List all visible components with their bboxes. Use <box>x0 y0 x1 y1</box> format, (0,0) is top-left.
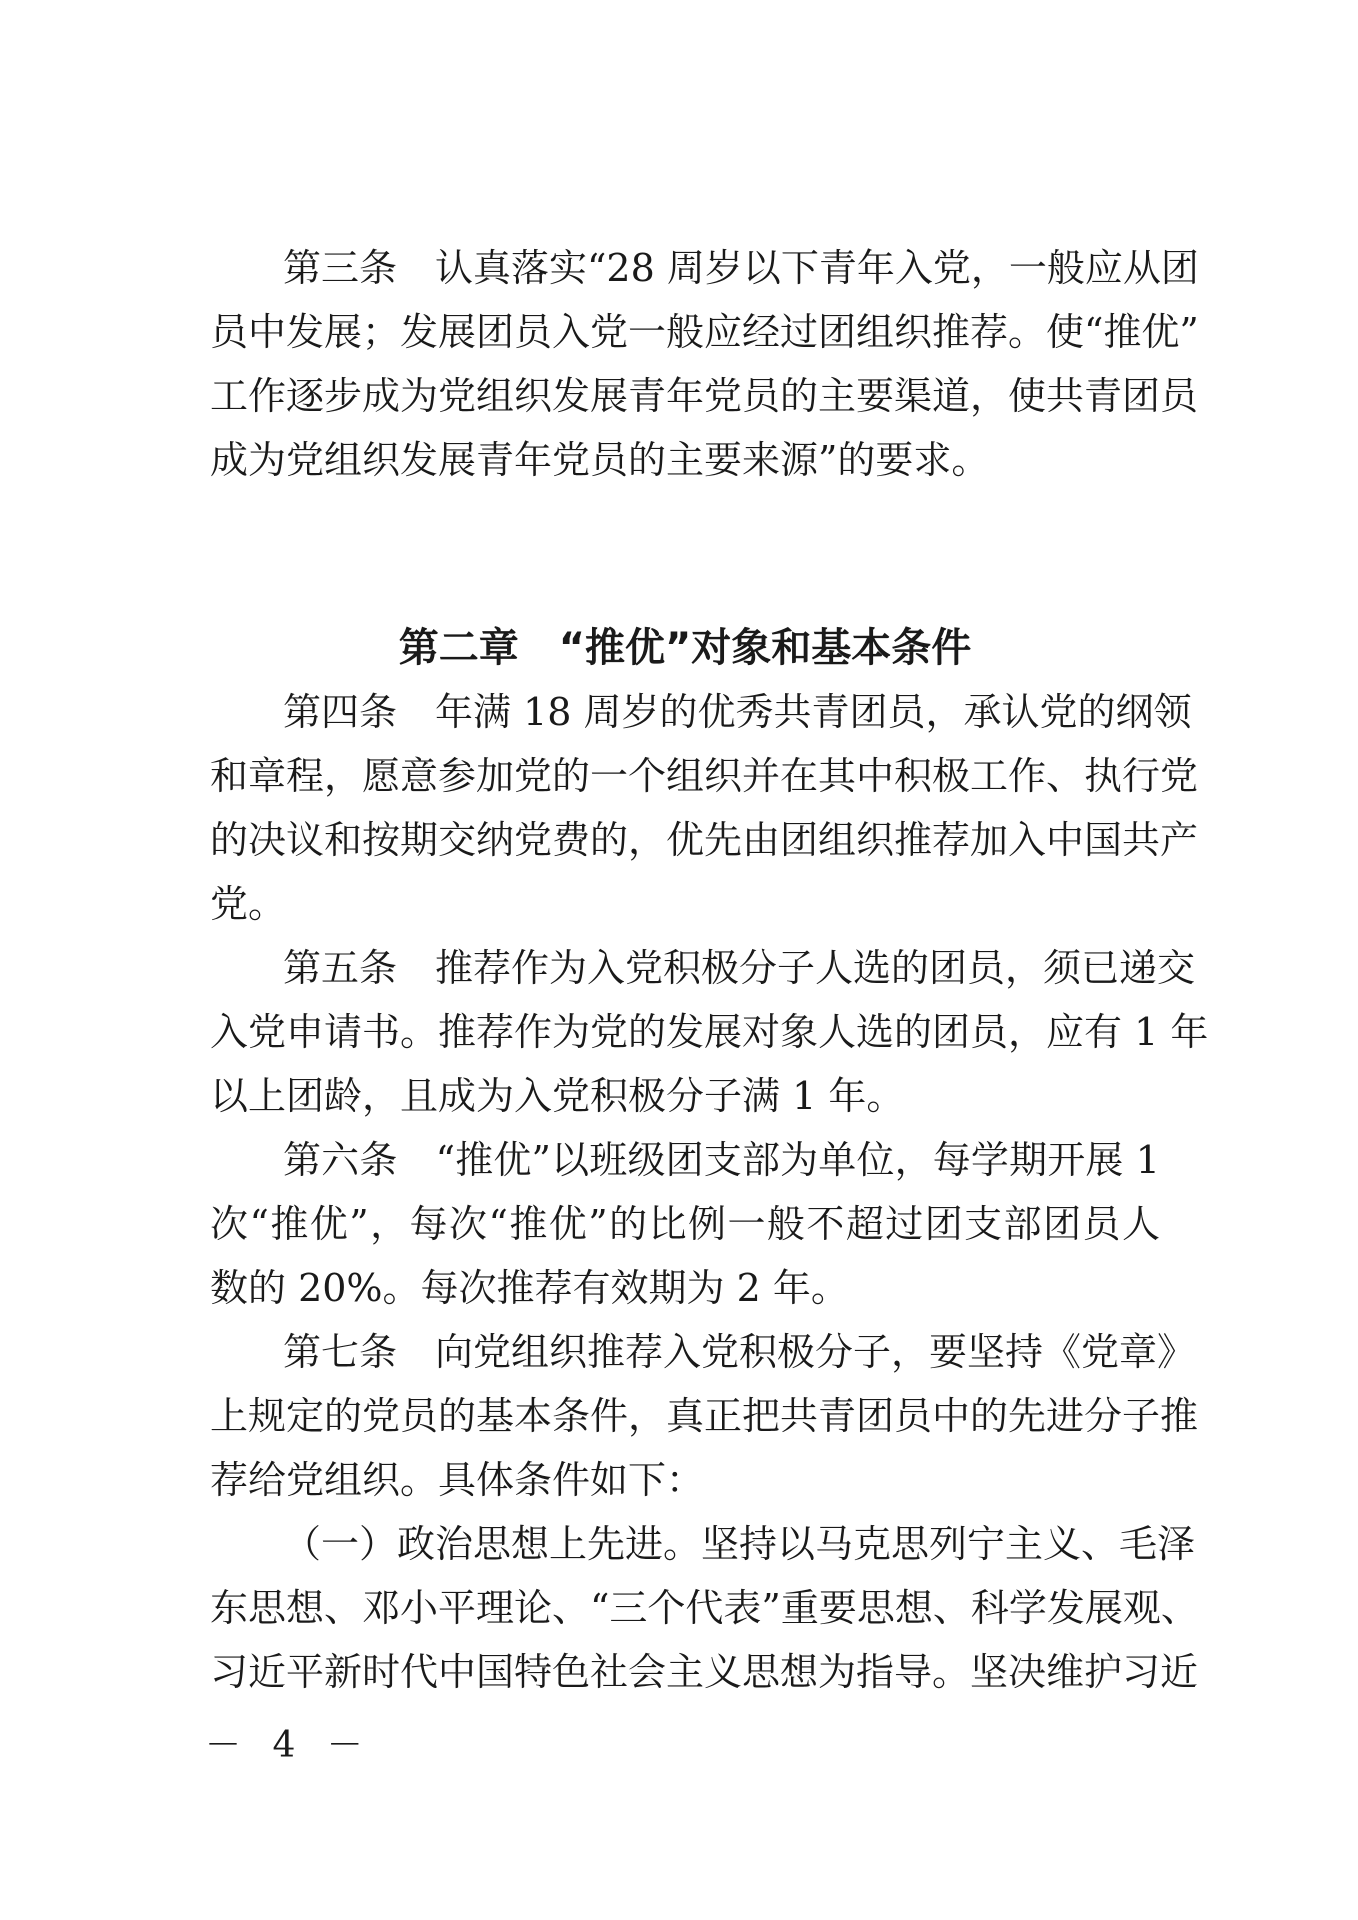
article-5-line-1: 第五条 推荐作为入党积极分子人选的团员，须已递交 <box>283 946 1196 990</box>
article-3-line-3: 工作逐步成为党组织发展青年党员的主要渠道，使共青团员 <box>210 374 1199 418</box>
article-7-line-3: 荐给党组织。具体条件如下： <box>210 1458 705 1502</box>
item-1-line-3: 习近平新时代中国特色社会主义思想为指导。坚决维护习近 <box>210 1650 1199 1694</box>
article-6-line-2: 次“推优”，每次“推优”的比例一般不超过团支部团员人 <box>210 1202 1160 1246</box>
chapter-2-heading: 第二章 “推优”对象和基本条件 <box>398 625 972 671</box>
article-3-line-2: 员中发展；发展团员入党一般应经过团组织推荐。使“推优” <box>210 310 1199 354</box>
article-4-line-4: 党。 <box>210 882 287 926</box>
article-7-line-2: 上规定的党员的基本条件，真正把共青团员中的先进分子推 <box>210 1394 1199 1438</box>
article-7-line-1: 第七条 向党组织推荐入党积极分子，要坚持《党章》 <box>283 1330 1196 1374</box>
article-3-line-4: 成为党组织发展青年党员的主要来源”的要求。 <box>210 438 990 482</box>
article-6-line-1: 第六条 “推优”以班级团支部为单位，每学期开展 1 <box>283 1138 1160 1182</box>
article-4-line-3: 的决议和按期交纳党费的，优先由团组织推荐加入中国共产 <box>210 818 1199 862</box>
item-1-line-2: 东思想、邓小平理论、“三个代表”重要思想、科学发展观、 <box>210 1586 1199 1630</box>
article-5-line-3: 以上团龄，且成为入党积极分子满 1 年。 <box>210 1074 905 1118</box>
page-number: － 4 － <box>205 1725 373 1766</box>
article-6-line-3: 数的 20%。每次推荐有效期为 2 年。 <box>210 1266 849 1310</box>
article-4-line-1: 第四条 年满 18 周岁的优秀共青团员，承认党的纲领 <box>283 690 1192 734</box>
item-1-line-1: （一）政治思想上先进。坚持以马克思列宁主义、毛泽 <box>283 1522 1196 1566</box>
article-5-line-2: 入党申请书。推荐作为党的发展对象人选的团员，应有 1 年 <box>210 1010 1209 1054</box>
article-4-line-2: 和章程，愿意参加党的一个组织并在其中积极工作、执行党 <box>210 754 1199 798</box>
article-3-line-1: 第三条 认真落实“28 周岁以下青年入党，一般应从团 <box>283 246 1199 290</box>
